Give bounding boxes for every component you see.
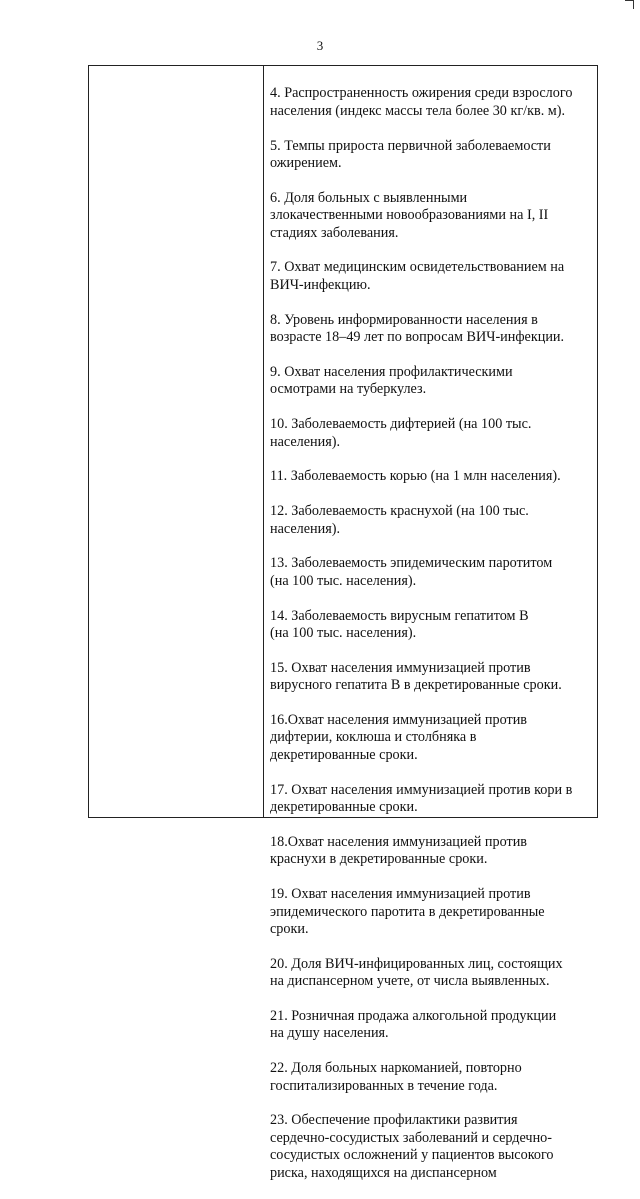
indicator-item: 19. Охват населения иммунизацией против эпидемического паротита в декретированные сроки.	[270, 886, 545, 937]
indicator-item: 8. Уровень информированности населения в возрасте 18–49 лет по вопросам ВИЧ-инфекции.	[270, 311, 565, 346]
indicator-item: 18.Охват населения иммунизацией против краснухи в декретированные сроки.	[270, 833, 527, 868]
indicator-item: 14. Заболеваемость вирусным гепатитом B (на 100 тыс. населения).	[270, 607, 529, 641]
indicator-item: 22. Доля больных наркоманией, повторно госпитализированных в течение года.	[270, 1060, 522, 1094]
page-number: 3	[316, 38, 324, 53]
indicator-item: 6. Доля больных с выявленными злокачественными новообразованиями на I, II стадиях заболевания.	[270, 189, 549, 241]
indicator-item: 9. Охват населения профилактическими осмотрами на туберкулез.	[270, 363, 513, 398]
table-left-column	[89, 66, 264, 817]
indicator-item: 12. Заболеваемость краснухой (на 100 тыс. населения).	[270, 503, 529, 537]
indicator-item: 7. Охват медицинским освидетельствованием на ВИЧ-инфекцию.	[270, 259, 565, 293]
indicator-item: 16.Охват населения иммунизацией против дифтерии, коклюша и столбняка в декретированные сроки.	[270, 712, 527, 763]
indicator-item: 17. Охват населения иммунизацией против кори в декретированные сроки.	[270, 781, 573, 816]
indicator-item: 10. Заболеваемость дифтерией (на 100 тыс. населения).	[270, 416, 532, 450]
indicator-item: 11. Заболеваемость корью (на 1 млн населения).	[270, 468, 561, 485]
indicator-item: 4. Распространенность ожирения среди взрослого населения (индекс массы тела более 30 кг/кв. м).	[270, 85, 573, 119]
corner-mark	[625, 0, 634, 9]
table-right-column	[264, 66, 597, 1181]
indicator-item: 21. Розничная продажа алкогольной продукции на душу населения.	[270, 1007, 557, 1042]
indicator-item: 5. Темпы прироста первичной заболеваемости ожирением.	[270, 137, 551, 172]
indicator-item: 13. Заболеваемость эпидемическим паротитом (на 100 тыс. населения).	[270, 555, 553, 589]
indicator-item: 15. Охват населения иммунизацией против вирусного гепатита B в декретированные сроки.	[270, 659, 562, 694]
indicators-table	[88, 65, 598, 1181]
indicator-item: 23. Обеспечение профилактики развития сердечно-сосудистых заболеваний и сердечно- сосудистых осложнений у пациентов высокого риска, находящихся на диспансерном	[270, 1112, 554, 1181]
indicator-item: 20. Доля ВИЧ-инфицированных лиц, состоящих на диспансерном учете, от числа выявленных.	[270, 955, 563, 990]
